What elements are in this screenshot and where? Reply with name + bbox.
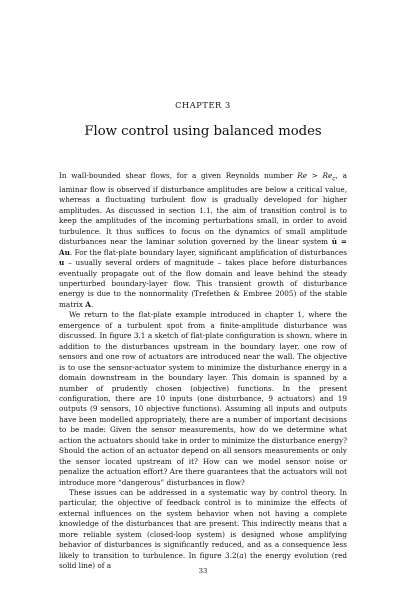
paragraph-1: [59, 171, 347, 310]
math-equation: u̇ = Au: [59, 237, 347, 257]
math-inline: a: [239, 550, 244, 560]
text-run: In wall-bounded shear flows, for a given Reynolds number: [59, 171, 298, 180]
paragraph-2: [59, 310, 347, 488]
text-run: ) the energy evolution (red solid line) of a: [59, 550, 348, 571]
text-run: .: [90, 299, 94, 309]
chapter-title: Flow control using balanced modes: [84, 124, 322, 139]
math-matrix: A: [85, 299, 91, 309]
chapter-label: CHAPTER 3: [175, 100, 231, 110]
paragraph-3: [59, 488, 347, 572]
math-subscript: c: [332, 175, 336, 183]
text-run: . For the flat-plate boundary layer, significant amplification of disturbances: [69, 247, 347, 257]
text-run: – usually several orders of magnitude – takes place before disturbances eventually propagate out of the flow domain and leave behind the steady unperturbed boundary-layer flow. This transient growth of disturbance energy is due to the nonnormality (Trefethen & Embree 2005) of the stable matrix: [59, 258, 347, 309]
math-vector: u: [59, 258, 65, 268]
text-run: We return to the flat-plate example introduced in chapter 1, where the emergence of a turbulent spot from a finite-amplitude disturbance was discussed. In figure 3.1 a sketch of flat-plate configuration is shown, where in addition to the disturbances upstream in the boundary layer, one row of sensors and one row of actuators are introduced near the wall. The objective is to use the sensor-actuator system to minimize the disturbance energy in a domain downstream in the boundary layer. This domain is spanned by a number of prudently chosen (objective) functions. In the present configuration, there are 10 inputs (one disturbance, 9 actuators) and 19 outputs (9 sensors, 10 objective functions). Assuming all inputs and outputs have been modelled appropriately, there are a number of important decisions to be made: Given the sensor measurements, how do we determine what action the actuators should take in order to minimize the disturbance energy? Should the action of an actuator depend on all sensors measurements or only the sensor located upstream of it? How can we model sensor noise or penalize the actuation effort? Are there guarantees that the actuators will not introduce more “dangerous” disturbances in flow?: [59, 310, 347, 487]
page-number: 33: [198, 567, 208, 575]
body-text: [59, 171, 347, 572]
text-run: , a laminar flow is observed if disturbance amplitudes are below a critical value, whereas a fluctuating turbulent flow is gradually developed for higher amplitudes. As discussed in section 1.1, the aim of transition control is to keep the amplitudes of the incoming perturbations small, in order to avoid turbulence. It thus suffices to focus on the dynamics of small amplitude disturbances near the laminar solution governed by the linear system: [59, 171, 347, 247]
text-run: These issues can be addressed in a systematic way by control theory. In particular, the objective of feedback control is to minimize the effects of external influences on the system behavior when not having a complete knowledge of the disturbances that are present. This indirectly means that a more reliable system (closed-loop system) is designed whose amplifying behavior of disturbances is significantly reduced, and as a consequence less likely to transition to turbulence. In figure 3.2(: [59, 488, 347, 560]
math-inline: Re > Re: [297, 171, 333, 180]
